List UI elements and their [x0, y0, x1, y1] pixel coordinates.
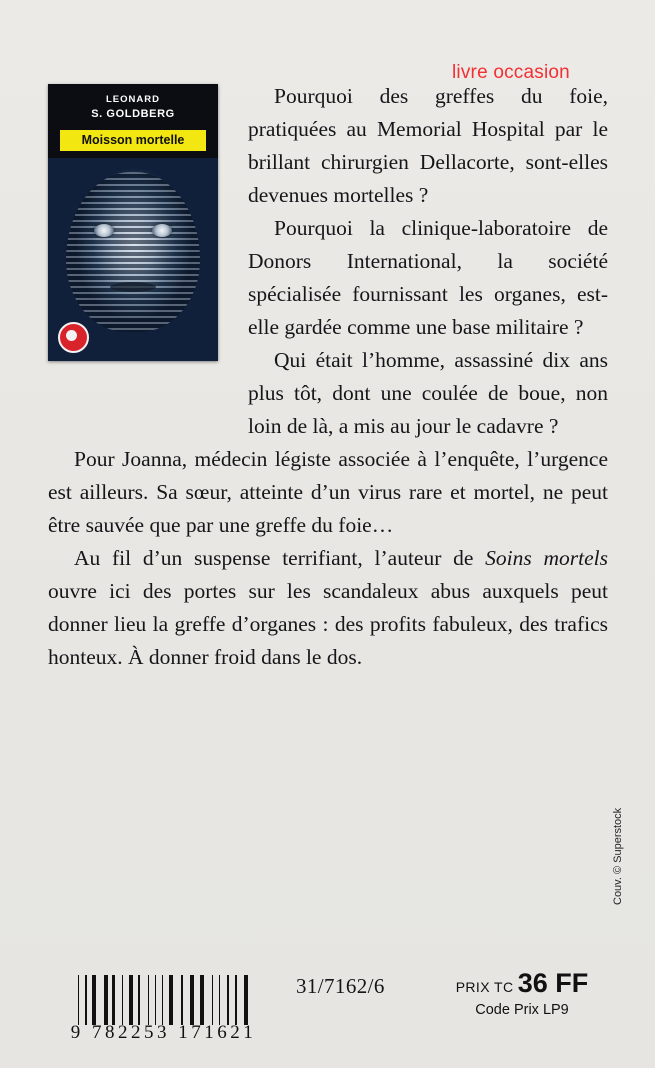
- blurb-p5-part2: ouvre ici des portes sur les scandaleux abus auxquels peut donner lieu la greffe d’organes : des profits fabuleux, des trafics honteux. À donner froid dans le dos.: [48, 579, 608, 669]
- price-label: PRIX TC: [455, 979, 514, 995]
- watermark-text: livre occasion: [452, 62, 570, 83]
- barcode: [70, 975, 257, 1043]
- price-code: Code Prix LP9: [475, 1002, 569, 1018]
- reference-number: 31/7162/6: [296, 974, 385, 998]
- price-line: [452, 968, 592, 999]
- cover-title: Moisson mortelle: [60, 130, 206, 151]
- blurb-full-block: [48, 443, 608, 674]
- barcode-digits: 9 782253 171621: [70, 1022, 257, 1043]
- cover-author-first: LEONARD: [106, 94, 160, 105]
- cover-author-last: S. GOLDBERG: [91, 108, 175, 120]
- blurb-text: [48, 80, 608, 674]
- blurb-paragraph-5: [48, 542, 608, 674]
- blurb-p5-italic-title: Soins mortels: [485, 546, 608, 570]
- blurb-paragraph-4: Pour Joanna, médecin légiste associée à l’enquête, l’urgence est ailleurs. Sa sœur, atteinte d’un virus rare et mortel, ne peut être sauvée que par une greffe du foie…: [48, 447, 608, 537]
- blurb-paragraph-1: Pourquoi des greffes du foie, pratiquées au Memorial Hospital par le brillant chirurgien Dellacorte, sont-elles devenues mortelles ?: [248, 84, 608, 207]
- price-value: 36 FF: [517, 968, 589, 998]
- barcode-bars: [78, 975, 250, 1025]
- blurb-paragraph-2: Pourquoi la clinique-laboratoire de Donors International, la société spécialisée fournissant les organes, est-elle gardée comme une base militaire ?: [248, 216, 608, 339]
- price-block: [452, 968, 592, 1018]
- blurb-p5-part1: Au fil d’un suspense terrifiant, l’auteur de: [74, 546, 486, 570]
- blurb-paragraph-3: Qui était l’homme, assassiné dix ans plus tôt, dont une coulée de boue, non loin de là, a mis au jour le cadavre ?: [248, 348, 608, 438]
- blurb-wrap-block: [248, 80, 608, 443]
- cover-credit: Couv. © Superstock: [612, 807, 624, 905]
